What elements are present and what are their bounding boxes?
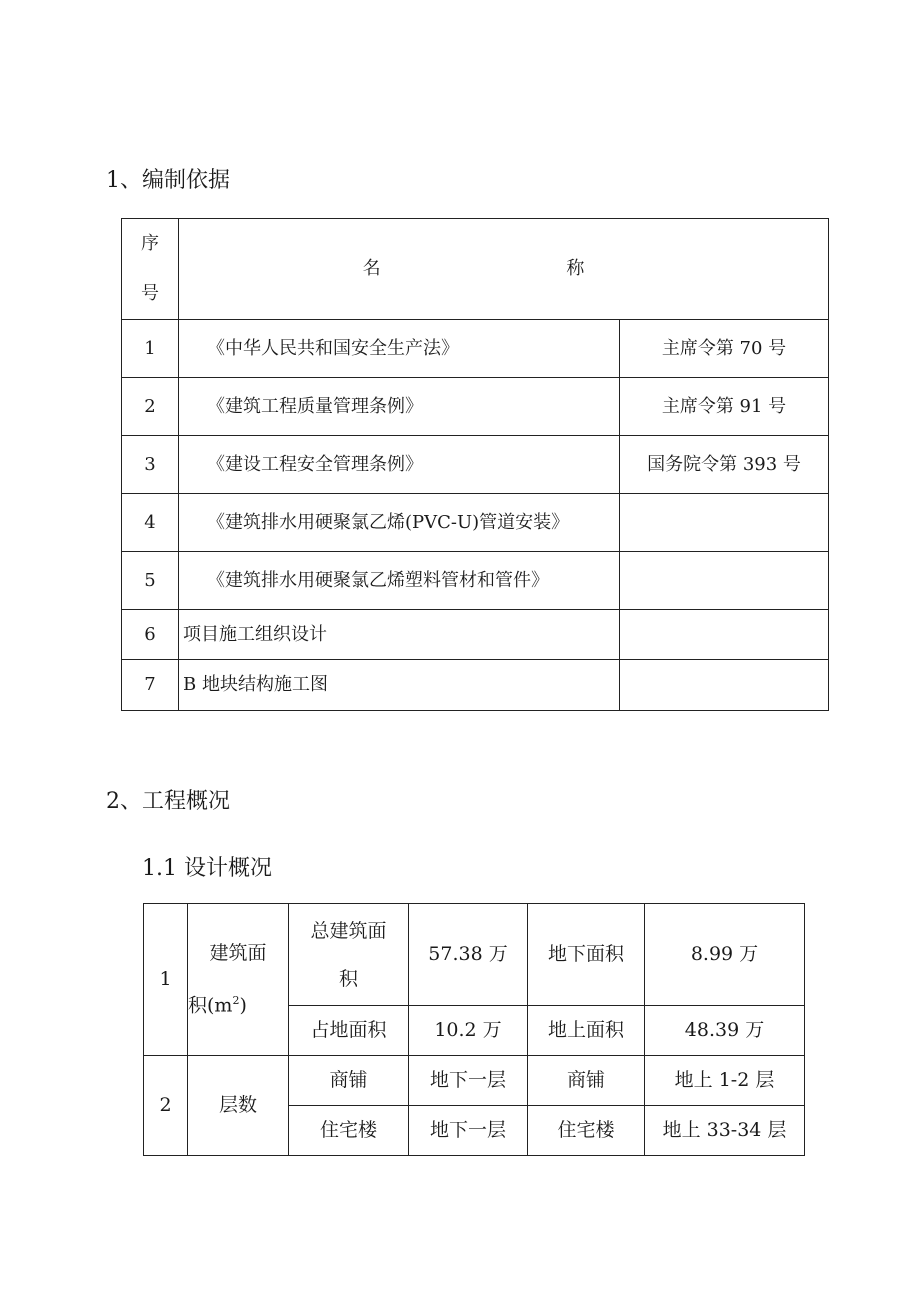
section-heading-overview: 2、工程概况 — [106, 789, 230, 814]
label-cell: 地上面积 — [528, 1006, 645, 1056]
section-heading-basis: 1、编制依据 — [106, 168, 230, 193]
table-row — [122, 552, 829, 610]
value-cell: 地上 33-34 层 — [645, 1106, 805, 1156]
table-row — [122, 320, 829, 378]
table-row — [122, 436, 829, 494]
value-cell: 地下一层 — [409, 1106, 528, 1156]
category-cell: 层数 — [188, 1056, 289, 1156]
value-cell: 10.2 万 — [409, 1006, 528, 1056]
category-line2: 积$(m^2)$ — [188, 994, 247, 1017]
row-number: 4 — [122, 494, 179, 552]
category-cell — [188, 904, 289, 1056]
table-row — [122, 660, 829, 711]
header-name-left: 名 — [362, 258, 381, 280]
table-row — [122, 378, 829, 436]
basis-table — [121, 218, 829, 711]
row-number: 2 — [144, 1056, 188, 1156]
value-cell: 48.39 万 — [645, 1006, 805, 1056]
label-cell: 地下面积 — [528, 904, 645, 1006]
row-reference — [620, 494, 829, 552]
header-seq-bottom: 号 — [141, 283, 159, 304]
header-seq-cell — [122, 219, 179, 320]
label-cell: 住宅楼 — [528, 1106, 645, 1156]
row-name: 《建筑排水用硬聚氯乙烯(PVC-U)管道安装》 — [179, 494, 620, 552]
category-line1: 建筑面 — [209, 942, 267, 965]
label-cell: 商铺 — [528, 1056, 645, 1106]
row-reference: 主席令第 91 号 — [620, 378, 829, 436]
row-reference — [620, 610, 829, 660]
table-row — [144, 904, 805, 1006]
value-cell: 8.99 万 — [645, 904, 805, 1006]
row-name: 《建筑工程质量管理条例》 — [179, 378, 620, 436]
row-number: 7 — [122, 660, 179, 711]
row-reference — [620, 552, 829, 610]
value-cell: 地上 1-2 层 — [645, 1056, 805, 1106]
label-line2: 积 — [338, 967, 358, 990]
row-number: 2 — [122, 378, 179, 436]
design-overview-table — [143, 903, 805, 1156]
table-header-row — [122, 219, 829, 320]
value-cell: 地下一层 — [409, 1056, 528, 1106]
label-cell: 住宅楼 — [289, 1106, 409, 1156]
header-name-cell — [179, 219, 829, 320]
row-number: 1 — [122, 320, 179, 378]
label-cell — [289, 904, 409, 1006]
row-number: 6 — [122, 610, 179, 660]
table-row — [122, 610, 829, 660]
header-name-right: 称 — [566, 258, 585, 280]
row-reference — [620, 660, 829, 711]
label-line1: 总建筑面 — [310, 919, 387, 942]
row-name: B 地块结构施工图 — [179, 660, 620, 711]
row-number: 3 — [122, 436, 179, 494]
row-name: 《建设工程安全管理条例》 — [179, 436, 620, 494]
row-number: 1 — [144, 904, 188, 1056]
label-cell: 商铺 — [289, 1056, 409, 1106]
row-name: 《建筑排水用硬聚氯乙烯塑料管材和管件》 — [179, 552, 620, 610]
value-cell: 57.38 万 — [409, 904, 528, 1006]
row-name: 项目施工组织设计 — [179, 610, 620, 660]
row-number: 5 — [122, 552, 179, 610]
row-reference: 国务院令第 393 号 — [620, 436, 829, 494]
row-reference: 主席令第 70 号 — [620, 320, 829, 378]
subsection-heading-design: 1.1 设计概况 — [142, 856, 272, 881]
table-row — [122, 494, 829, 552]
label-cell: 占地面积 — [289, 1006, 409, 1056]
table-row — [144, 1056, 805, 1106]
header-seq-top: 序 — [141, 233, 159, 254]
row-name: 《中华人民共和国安全生产法》 — [179, 320, 620, 378]
